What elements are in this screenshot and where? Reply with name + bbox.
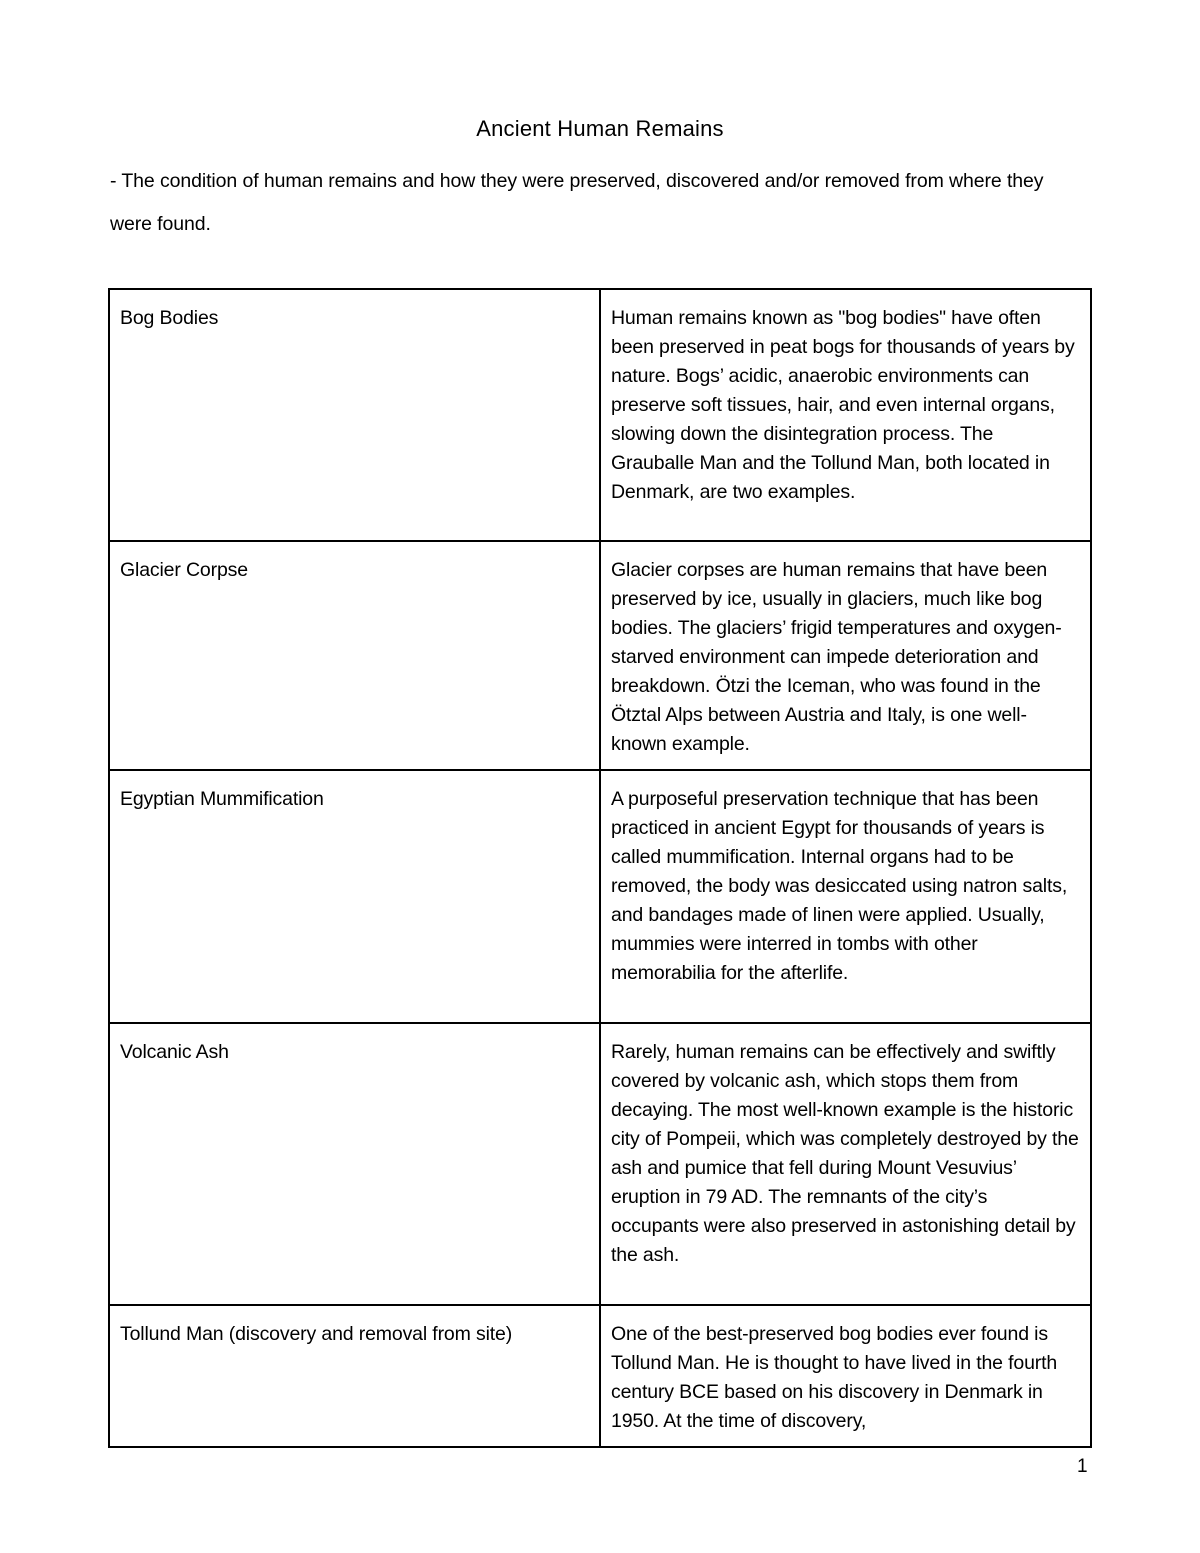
table-row: [109, 289, 1091, 541]
description-cell-bog-bodies: Human remains known as "bog bodies" have often been preserved in peat bogs for thousands of years by nature. Bogs’ acidic, anaerobic environments can preserve soft tissues, hair, and even internal organs, slowing down the disintegration process. The Grauballe Man and the Tollund Man, both located in Denmark, are two examples.: [600, 289, 1091, 541]
page-title: Ancient Human Remains: [476, 116, 724, 141]
term-cell-glacier-corpse: Glacier Corpse: [109, 541, 600, 770]
table-row: [109, 1023, 1091, 1305]
table-row: [109, 770, 1091, 1023]
term-cell-tollund-man: Tollund Man (discovery and removal from site): [109, 1305, 600, 1447]
term-cell-bog-bodies: Bog Bodies: [109, 289, 600, 541]
description-cell-volcanic-ash: Rarely, human remains can be effectively and swiftly covered by volcanic ash, which stops them from decaying. The most well-known example is the historic city of Pompeii, which was completely destroyed by the ash and pumice that fell during Mount Vesuvius’ eruption in 79 AD. The remnants of the city’s occupants were also preserved in astonishing detail by the ash.: [600, 1023, 1091, 1305]
description-cell-glacier-corpse: Glacier corpses are human remains that have been preserved by ice, usually in glaciers, much like bog bodies. The glaciers’ frigid temperatures and oxygen-starved environment can impede deterioration and breakdown. Ötzi the Iceman, who was found in the Ötztal Alps between Austria and Italy, is one well-known example.: [600, 541, 1091, 770]
page-number: 1: [1077, 1456, 1088, 1477]
document-subtitle: - The condition of human remains and how they were preserved, discovered and/or removed from where they were found.: [110, 170, 1044, 235]
table-row: [109, 1305, 1091, 1447]
term-cell-egyptian-mummification: Egyptian Mummification: [109, 770, 600, 1023]
description-cell-egyptian-mummification: A purposeful preservation technique that has been practiced in ancient Egypt for thousands of years is called mummification. Internal organs had to be removed, the body was desiccated using natron salts, and bandages made of linen were applied. Usually, mummies were interred in tombs with other memorabilia for the afterlife.: [600, 770, 1091, 1023]
remains-table: [108, 288, 1092, 1448]
term-cell-volcanic-ash: Volcanic Ash: [109, 1023, 600, 1305]
table-row: [109, 541, 1091, 770]
description-cell-tollund-man: One of the best-preserved bog bodies ever found is Tollund Man. He is thought to have lived in the fourth century BCE based on his discovery in Denmark in 1950. At the time of discovery,: [600, 1305, 1091, 1447]
